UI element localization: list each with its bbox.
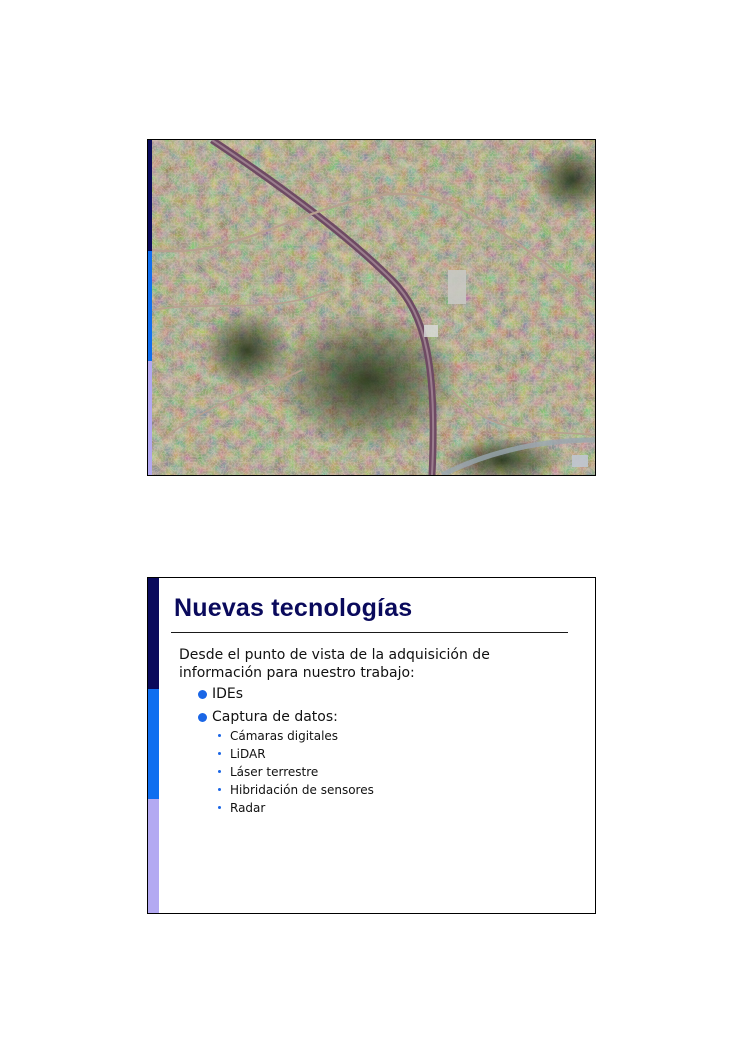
accent-bar-dark bbox=[148, 578, 159, 689]
sub-bullet-item bbox=[218, 727, 338, 744]
slide-aerial-photo bbox=[147, 139, 596, 476]
bullet-item bbox=[198, 707, 338, 727]
bullet-dot-icon bbox=[198, 713, 207, 722]
sub-bullet-item bbox=[218, 799, 265, 816]
sub-bullet-item bbox=[218, 781, 374, 798]
sub-bullet-label: LiDAR bbox=[230, 746, 266, 761]
sub-bullet-dot-icon bbox=[218, 752, 221, 755]
bullet-dot-icon bbox=[198, 690, 207, 699]
sub-bullet-dot-icon bbox=[218, 770, 221, 773]
slide-title: Nuevas tecnologías bbox=[174, 594, 413, 622]
sub-bullet-dot-icon bbox=[218, 806, 221, 809]
bullet-item bbox=[198, 684, 243, 704]
title-divider bbox=[171, 632, 568, 633]
sub-bullet-label: Cámaras digitales bbox=[230, 728, 339, 743]
sub-bullet-item bbox=[218, 745, 266, 762]
accent-bar-lilac bbox=[148, 799, 159, 913]
accent-bar-blue bbox=[148, 689, 159, 800]
sub-bullet-label: Radar bbox=[230, 800, 266, 815]
bullet-label: IDEs bbox=[212, 686, 244, 702]
sub-bullet-label: Hibridación de sensores bbox=[230, 782, 374, 797]
bullet-label: Captura de datos: bbox=[212, 709, 338, 725]
sub-bullet-dot-icon bbox=[218, 734, 221, 737]
sub-bullet-dot-icon bbox=[218, 788, 221, 791]
slide-accent-bar bbox=[148, 578, 159, 913]
intro-text: Desde el punto de vista de la adquisición de información para nuestro trabajo: bbox=[179, 647, 490, 681]
slide-nuevas-tecnologias bbox=[147, 577, 596, 914]
sub-bullet-label: Láser terrestre bbox=[230, 764, 319, 779]
sub-bullet-item bbox=[218, 763, 318, 780]
aerial-photo bbox=[152, 140, 595, 475]
